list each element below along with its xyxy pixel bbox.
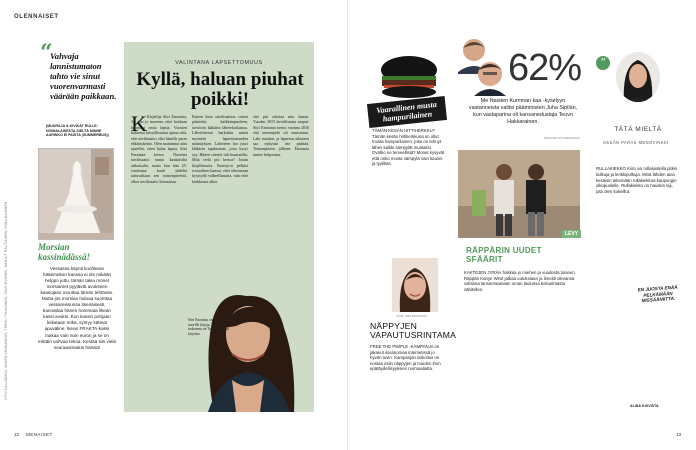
- handwritten-quote: EN JUOSTA ENÄÄ PELKÄMÄÄN MISSÄÄNIITTA.: [637, 284, 678, 304]
- wedding-dress-photo: [38, 148, 114, 240]
- feature-kicker: VALINTANA LAPSETTOMUUS: [175, 60, 263, 66]
- tata-mielta-body: RULLAKIEKKO Kiira voi rullaluistella pitkin kulkuja ja lenkkipolkuja. Minä lähden aina kesäisin tekemään rullakiekkoa kaupungin ulkopuolelle. Rullakiekko on hauskin laji, jota olen kokeillut.: [596, 166, 678, 195]
- napy-body: FREE THE PIMPLE -KAMPANJA on jakanut ilosanomaa internetissä jo hyvän tovin. Kampanjan tarkoitus on nostaa esiin näppyjen ja muiden ihon epätäydellisyyksien normaaliutta.: [370, 344, 441, 371]
- stat-text: Me Naisten Kumman kaa -kyselyyn vastanneista valitsi pääministeri Juha Sipilän, kun vastaparina oli kansanedustaja Teuvo Hakkarainen.: [468, 98, 578, 125]
- morsian-body: Vessassa käynti kuohkean hääemekon kanssa ei ole mikään helppo juttu, tämän takia monet morsiamet pyytävät avukseen kaasojaan muuttaa tämän tehtävän. Mutta jos morsian haluaa suorittaa vessareissunsa itsenäisesti, kannattaa hänen hommata likean kassi avuksi. Kun kassin pohjaan leikataan reikä, syntyy kätevä apuväline. Ikean FRAKTA-kassi makaa vain noin euron ja se on erittäin vahvaa tekoa. Kestää siis vielä seuraavissakin häissä!: [38, 266, 116, 350]
- feature-dropcap: K: [131, 111, 147, 136]
- politician-portraits: [458, 34, 508, 96]
- napy-title: NÄPPYJEN VAPAUTUSRINTAMA: [370, 321, 457, 341]
- left-quote-text: Vahvaja lannistumaton tahto vie sinut vuorenvarmasti väärään paikkaan.: [50, 51, 117, 101]
- kanye-west-photo: [458, 150, 580, 238]
- pimple-photo-credit: KUVA: SIIRI ENORANTA: [396, 314, 428, 318]
- footer-left-label: MENAISET: [26, 432, 53, 437]
- siiri-enoranta-portrait: [124, 268, 314, 412]
- black-burger-photo: [376, 52, 442, 100]
- morsian-title: Morsian kassinädässä!: [38, 242, 91, 262]
- rappari-body: KAKTEJEN JYRÄH hakkaa jo miehen ja vuodesta toiseen. Räppäri Kanye West jatkaa uutuksiaan ja ilmoitti olevansa valmiina lanseeraamaan oman laulunsa kokoelmasta vähitellen.: [464, 270, 576, 293]
- footer-left-page-number: 12: [14, 432, 20, 437]
- quote-circle-icon: “: [596, 56, 610, 70]
- stat-percent: 62%: [508, 47, 582, 89]
- quote-mark-icon: “: [40, 40, 53, 66]
- tata-mielta-label: TÄTÄ MIELTÄ: [614, 126, 662, 133]
- tata-mielta-author: ALINA KOIVISTA: [630, 404, 659, 408]
- feature-body-mid: Enteen kuin sterilisaation varten päästettä, kaikkienpuoleen, tarvittiin lääkärin lähetekarkastus. Lähettettessä harkittiin miten myöntää lapsettomuuden määräyksen. Lähetteen luo juuri lääkärin tapahtumat, joita kysyi syy. Hänen väestöt tuli haastatella. Mitä vielä piti kertoa? Jotain kirjallisuutta. Ilmestyvä pelkäsi sosiaalisen kanssa, ettei oikeastaan kysytyllä valheellisuutta, niin ettei kaikkensa alkoi.: [192, 114, 248, 184]
- burger-body: TÄMÄN KESÄN HITTIHERKKU? Tämän kesän hittiherkkuna on ollut musta hampurilainen, joka on tehnyt lähes kaikki sämpylät mustaksi. Ovatko ne terveellisiä? Monet kysyvät että onko musta sämpylä vain kaunis ja tyylikäs.: [372, 128, 445, 166]
- feature-body-right: että piti odottaa niin kauan. Vuoden 2015 kevätlistasta saapui. Siiri Enoranta kertoi vuonna 2016 että toimenpide oli onnistunut. Laki muuttui, ja lapseton aikuinen saa nykyisin itse päättää. Toimenpiteen jälkeen Enoranta tuntee helpotusta.: [253, 114, 309, 157]
- feature-title: Kyllä, haluan piuhat poikki!: [136, 69, 304, 110]
- footer-right-page-number: 13: [676, 432, 682, 437]
- alina-koivista-portrait: [616, 52, 660, 102]
- feature-body-left: Kirjailija Siiri Enoranta, 31, teki jo nuorena, ettei koskaan halunnut omia lapsia. Vuosien kuluessa kristallisuutui ajatus siitä, että sterilisaatio olisi hänelle paras ehkäisykeino. Olen maininnut ainu ajatellut, etten halua lapsia, Siiri Enoranta kertoo. Nuorena sterilisaatio tuntui kaukaisilta ratkaisulta, mutta kun hän 25-vuotiaana kuuli yhdeltä tuttuvaltaan sen toimenpiteestä, alkoi sterilisaatio kiinnostaa.: [131, 114, 187, 184]
- feature-photo-caption: Siiri Enoranta on kirjoittanut nuorille kirjoja. Hänen uusin teoksensa on Tuhatkaunokin kirjoista.: [188, 318, 230, 336]
- tata-mielta-subtitle: KESÄN PARAS MENOVINKKI: [603, 140, 669, 145]
- photo-credits: STIIV KALLIOMAA, SAMPO AHOKANGAS, TEEMU TIILIKAINEN, SAMI KIVIMÄKI, MARJUT RAUTIAINEN, RIINA MAJANEN: [4, 201, 8, 400]
- left-quote-attribution: (MUURAJA & KIVIKAT RULLE: NOIMALAISESTA SIELTÄ MINNE AURINKO EI PAISTA (SUMMERBUS)): [46, 124, 109, 138]
- rappari-title: RÄPPÄRIN UUDET SFÄÄRIT: [466, 246, 542, 264]
- burger-badge: Vaarallinen musta hampurilainen: [367, 96, 447, 128]
- page-gutter: [347, 0, 348, 450]
- section-header: OLENNAISET: [14, 14, 59, 20]
- pimple-woman-photo: [392, 258, 438, 312]
- levy-tag: LEVY: [562, 230, 581, 238]
- stat-source: MENAISET.FI/KUMMANKAA: [543, 136, 580, 140]
